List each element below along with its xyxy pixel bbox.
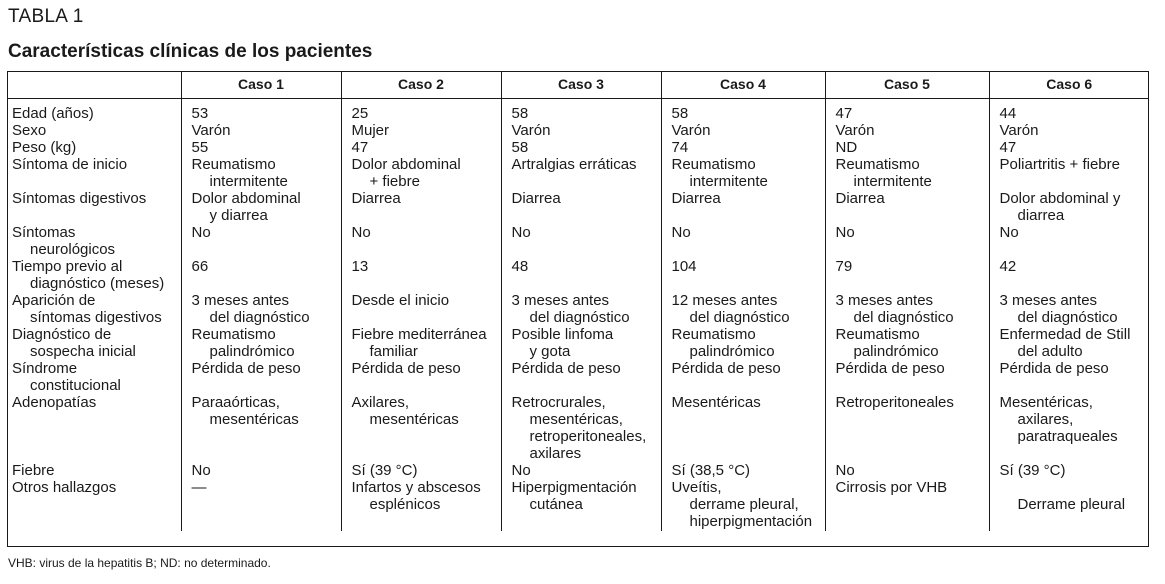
table-cell <box>181 394 341 462</box>
cell-line: Uveítis, <box>671 479 722 496</box>
cell-line: Infartos y abscesos <box>351 479 481 496</box>
cell-line: sospecha inicial <box>30 343 136 360</box>
cell-line: derrame pleural, <box>689 496 799 513</box>
table-cell <box>181 224 341 258</box>
cell-line: Reumatismo <box>191 156 276 173</box>
table-cell <box>825 99 989 123</box>
table-row <box>7 139 1149 156</box>
cell-line: No <box>671 224 691 241</box>
table-cell <box>501 326 661 360</box>
table-cell <box>181 190 341 224</box>
table-cell <box>181 479 341 531</box>
table-row <box>7 224 1149 258</box>
cell-line: 58 <box>511 105 529 122</box>
cell-line: Derrame pleural <box>1017 496 1126 513</box>
table-cell <box>501 462 661 479</box>
table-cell <box>661 394 825 462</box>
table-title: Características clínicas de los pacientes <box>8 41 373 62</box>
row-label <box>7 360 181 394</box>
cell-line: neurológicos <box>30 241 116 258</box>
table-cell <box>181 99 341 123</box>
cell-line: constitucional <box>30 377 121 394</box>
cell-line: del diagnóstico <box>853 309 954 326</box>
cell-line: No <box>999 224 1019 241</box>
cell-line: Reumatismo <box>671 156 756 173</box>
table-cell <box>825 139 989 156</box>
cell-line: Reumatismo <box>835 156 920 173</box>
cell-line: Varón <box>511 122 551 139</box>
table-cell <box>825 360 989 394</box>
table-cell <box>661 360 825 394</box>
cell-line: Dolor abdominal <box>351 156 461 173</box>
table-cell <box>661 292 825 326</box>
table-cell <box>341 479 501 531</box>
cell-line: intermitente <box>209 173 288 190</box>
cell-line: Sí (38,5 °C) <box>671 462 751 479</box>
table-row <box>7 326 1149 360</box>
cell-line: Artralgias erráticas <box>511 156 637 173</box>
cell-line: Fiebre mediterránea <box>351 326 487 343</box>
cell-line: Aparición de <box>12 292 96 309</box>
cell-line: 42 <box>999 258 1017 275</box>
table-row <box>7 360 1149 394</box>
table-cell <box>181 326 341 360</box>
table-row <box>7 292 1149 326</box>
cell-line: Otros hallazgos <box>12 479 117 496</box>
cell-line: Axilares, <box>351 394 410 411</box>
table-row <box>7 156 1149 190</box>
cell-line: 47 <box>351 139 369 156</box>
cell-line: 3 meses antes <box>999 292 1098 309</box>
column-header: Caso 3 <box>501 71 661 99</box>
cell-line: familiar <box>369 343 418 360</box>
row-label <box>7 258 181 292</box>
cell-line: No <box>191 224 211 241</box>
table-cell <box>501 139 661 156</box>
table-cell <box>825 394 989 462</box>
table-cell <box>661 122 825 139</box>
table-cell <box>501 190 661 224</box>
row-label <box>7 462 181 479</box>
column-header: Caso 1 <box>181 71 341 99</box>
cell-line: Pérdida de peso <box>191 360 301 377</box>
cell-line: Pérdida de peso <box>999 360 1109 377</box>
row-label <box>7 190 181 224</box>
table-cell <box>501 224 661 258</box>
cell-line: Mesentéricas <box>671 394 761 411</box>
cell-line: Sí (39 °C) <box>351 462 418 479</box>
table-cell <box>825 292 989 326</box>
cell-line: Adenopatías <box>12 394 97 411</box>
cell-line: Dolor abdominal <box>191 190 301 207</box>
cell-line: Varón <box>835 122 875 139</box>
cell-line: Cirrosis por VHB <box>835 479 948 496</box>
cell-line: del diagnóstico <box>689 309 790 326</box>
cell-line: mesentéricas, <box>529 411 623 428</box>
table-cell <box>341 190 501 224</box>
row-label <box>7 224 181 258</box>
table-cell <box>501 479 661 531</box>
cell-line: del diagnóstico <box>1017 309 1118 326</box>
table-cell <box>501 99 661 123</box>
header-row <box>7 71 1149 99</box>
cell-line: Fiebre <box>12 462 55 479</box>
table-label: TABLA 1 <box>8 6 84 27</box>
table-cell <box>661 258 825 292</box>
cell-line: Sí (39 °C) <box>999 462 1066 479</box>
cell-line: Reumatismo <box>835 326 920 343</box>
table-cell <box>661 99 825 123</box>
cell-line: 58 <box>511 139 529 156</box>
cell-line: diagnóstico (meses) <box>30 275 165 292</box>
cell-line: axilares <box>529 445 582 462</box>
cell-line: Varón <box>999 122 1039 139</box>
table-cell <box>501 394 661 462</box>
row-label <box>7 99 181 123</box>
table-cell <box>825 479 989 531</box>
table-cell <box>501 258 661 292</box>
cell-line: Paraaórticas, <box>191 394 280 411</box>
header-corner <box>7 71 181 99</box>
cell-line: 44 <box>999 105 1017 122</box>
cell-line: 53 <box>191 105 209 122</box>
table-cell <box>825 462 989 479</box>
cell-line: hiperpigmentación <box>689 513 813 530</box>
cell-line: Diarrea <box>351 190 401 207</box>
table-cell <box>661 139 825 156</box>
cell-line: Pérdida de peso <box>835 360 945 377</box>
cell-line: cutánea <box>529 496 583 513</box>
cell-line: No <box>835 462 855 479</box>
table-cell <box>989 258 1149 292</box>
cell-line: mesentéricas <box>369 411 459 428</box>
cell-line: retroperitoneales, <box>529 428 647 445</box>
table-cell <box>825 258 989 292</box>
table-cell <box>341 326 501 360</box>
cell-line: 47 <box>999 139 1017 156</box>
cell-line: Reumatismo <box>191 326 276 343</box>
cell-line: 55 <box>191 139 209 156</box>
cell-line: Diarrea <box>511 190 561 207</box>
cell-line: Reumatismo <box>671 326 756 343</box>
table-cell <box>661 479 825 531</box>
table-cell <box>181 462 341 479</box>
table-cell <box>661 156 825 190</box>
cell-line: Diarrea <box>671 190 721 207</box>
table-row <box>7 258 1149 292</box>
table-cell <box>341 99 501 123</box>
table-cell <box>501 122 661 139</box>
cell-line: ND <box>835 139 858 156</box>
table-cell <box>989 394 1149 462</box>
cell-line: Diarrea <box>835 190 885 207</box>
cell-line: palindrómico <box>853 343 939 360</box>
table-cell <box>341 122 501 139</box>
table-cell <box>181 122 341 139</box>
table-cell <box>181 139 341 156</box>
cell-line: Desde el inicio <box>351 292 450 309</box>
footnote: VHB: virus de la hepatitis B; ND: no determinado. <box>8 556 271 570</box>
table-cell <box>341 394 501 462</box>
cell-line: Síntoma de inicio <box>12 156 128 173</box>
table-cell <box>989 99 1149 123</box>
cell-line: axilares, <box>1017 411 1074 428</box>
table-cell <box>825 156 989 190</box>
table-body <box>7 99 1149 532</box>
cell-line: 79 <box>835 258 853 275</box>
row-label <box>7 122 181 139</box>
table-cell <box>825 326 989 360</box>
cell-line: Mujer <box>351 122 390 139</box>
cell-line: + fiebre <box>369 173 420 190</box>
cell-line: No <box>191 462 211 479</box>
cell-line: 48 <box>511 258 529 275</box>
table-row <box>7 462 1149 479</box>
table-cell <box>341 462 501 479</box>
table-row <box>7 394 1149 462</box>
cell-line: 13 <box>351 258 369 275</box>
cell-line: y gota <box>529 343 571 360</box>
cell-line: Varón <box>191 122 231 139</box>
cell-line: Retrocrurales, <box>511 394 606 411</box>
table-cell <box>341 224 501 258</box>
cell-line: No <box>835 224 855 241</box>
cell-line: Tiempo previo al <box>12 258 123 275</box>
table-cell <box>341 156 501 190</box>
cell-line: del diagnóstico <box>209 309 310 326</box>
row-label <box>7 479 181 531</box>
column-header: Caso 2 <box>341 71 501 99</box>
table-row <box>7 190 1149 224</box>
table-row <box>7 479 1149 531</box>
table-cell <box>661 462 825 479</box>
table-cell <box>661 326 825 360</box>
cell-line: Edad (años) <box>12 105 94 122</box>
cell-line: intermitente <box>853 173 932 190</box>
cell-line: Dolor abdominal y <box>999 190 1121 207</box>
cell-line: diarrea <box>1017 207 1065 224</box>
cell-line: — <box>191 479 207 496</box>
table-cell <box>181 292 341 326</box>
table-cell <box>501 360 661 394</box>
cell-line: 25 <box>351 105 369 122</box>
cell-line: Sexo <box>12 122 47 139</box>
row-label <box>7 292 181 326</box>
table-cell <box>181 156 341 190</box>
cell-line: Pérdida de peso <box>511 360 621 377</box>
table-cell <box>989 479 1149 531</box>
cell-line: del diagnóstico <box>529 309 630 326</box>
cell-line <box>1000 479 1146 496</box>
cell-line: 12 meses antes <box>671 292 778 309</box>
table-row <box>7 122 1149 139</box>
table-cell <box>825 224 989 258</box>
table-cell <box>341 258 501 292</box>
cell-line: Síntomas digestivos <box>12 190 147 207</box>
cell-line: Retroperitoneales <box>835 394 954 411</box>
table-cell <box>989 360 1149 394</box>
cell-line: intermitente <box>689 173 768 190</box>
table-cell <box>661 190 825 224</box>
cell-line: mesentéricas <box>209 411 299 428</box>
cell-line: Síndrome <box>12 360 78 377</box>
cell-line: Pérdida de peso <box>671 360 781 377</box>
row-label <box>7 139 181 156</box>
table-cell <box>181 360 341 394</box>
table-cell <box>989 224 1149 258</box>
cell-line: paratraqueales <box>1017 428 1118 445</box>
column-header: Caso 5 <box>825 71 989 99</box>
cell-line: del adulto <box>1017 343 1083 360</box>
table-cell <box>341 360 501 394</box>
table-cell <box>989 292 1149 326</box>
table-cell <box>989 190 1149 224</box>
cell-line: 66 <box>191 258 209 275</box>
cell-line: Varón <box>671 122 711 139</box>
table-cell <box>825 190 989 224</box>
cell-line: síntomas digestivos <box>30 309 162 326</box>
table-cell <box>661 224 825 258</box>
column-header: Caso 6 <box>989 71 1149 99</box>
table-cell <box>501 292 661 326</box>
row-label <box>7 326 181 360</box>
row-label <box>7 394 181 462</box>
table-cell <box>989 156 1149 190</box>
cell-line: esplénicos <box>369 496 441 513</box>
cell-line: Hiperpigmentación <box>511 479 637 496</box>
table-cell <box>825 122 989 139</box>
cell-line: Posible linfoma <box>511 326 614 343</box>
cell-line: No <box>511 462 531 479</box>
table-cell <box>501 156 661 190</box>
row-label <box>7 156 181 190</box>
cell-line: Diagnóstico de <box>12 326 112 343</box>
cell-line: Peso (kg) <box>12 139 77 156</box>
table-cell <box>181 258 341 292</box>
patient-characteristics-table <box>7 71 1149 531</box>
table-cell <box>989 326 1149 360</box>
cell-line: 58 <box>671 105 689 122</box>
cell-line: 104 <box>671 258 697 275</box>
column-header: Caso 4 <box>661 71 825 99</box>
cell-line: Pérdida de peso <box>351 360 461 377</box>
cell-line: 3 meses antes <box>835 292 934 309</box>
table-cell <box>341 292 501 326</box>
cell-line: 47 <box>835 105 853 122</box>
cell-line: palindrómico <box>689 343 775 360</box>
cell-line: palindrómico <box>209 343 295 360</box>
cell-line: 3 meses antes <box>191 292 290 309</box>
cell-line: Síntomas <box>12 224 76 241</box>
table-row <box>7 99 1149 123</box>
cell-line: No <box>351 224 371 241</box>
table-cell <box>989 139 1149 156</box>
cell-line: Mesentéricas, <box>999 394 1093 411</box>
table-cell <box>989 122 1149 139</box>
cell-line: y diarrea <box>209 207 268 224</box>
cell-line: No <box>511 224 531 241</box>
cell-line: Poliartritis + fiebre <box>999 156 1120 173</box>
cell-line: 74 <box>671 139 689 156</box>
cell-line: Enfermedad de Still <box>999 326 1131 343</box>
table-cell <box>989 462 1149 479</box>
cell-line: 3 meses antes <box>511 292 610 309</box>
table-cell <box>341 139 501 156</box>
